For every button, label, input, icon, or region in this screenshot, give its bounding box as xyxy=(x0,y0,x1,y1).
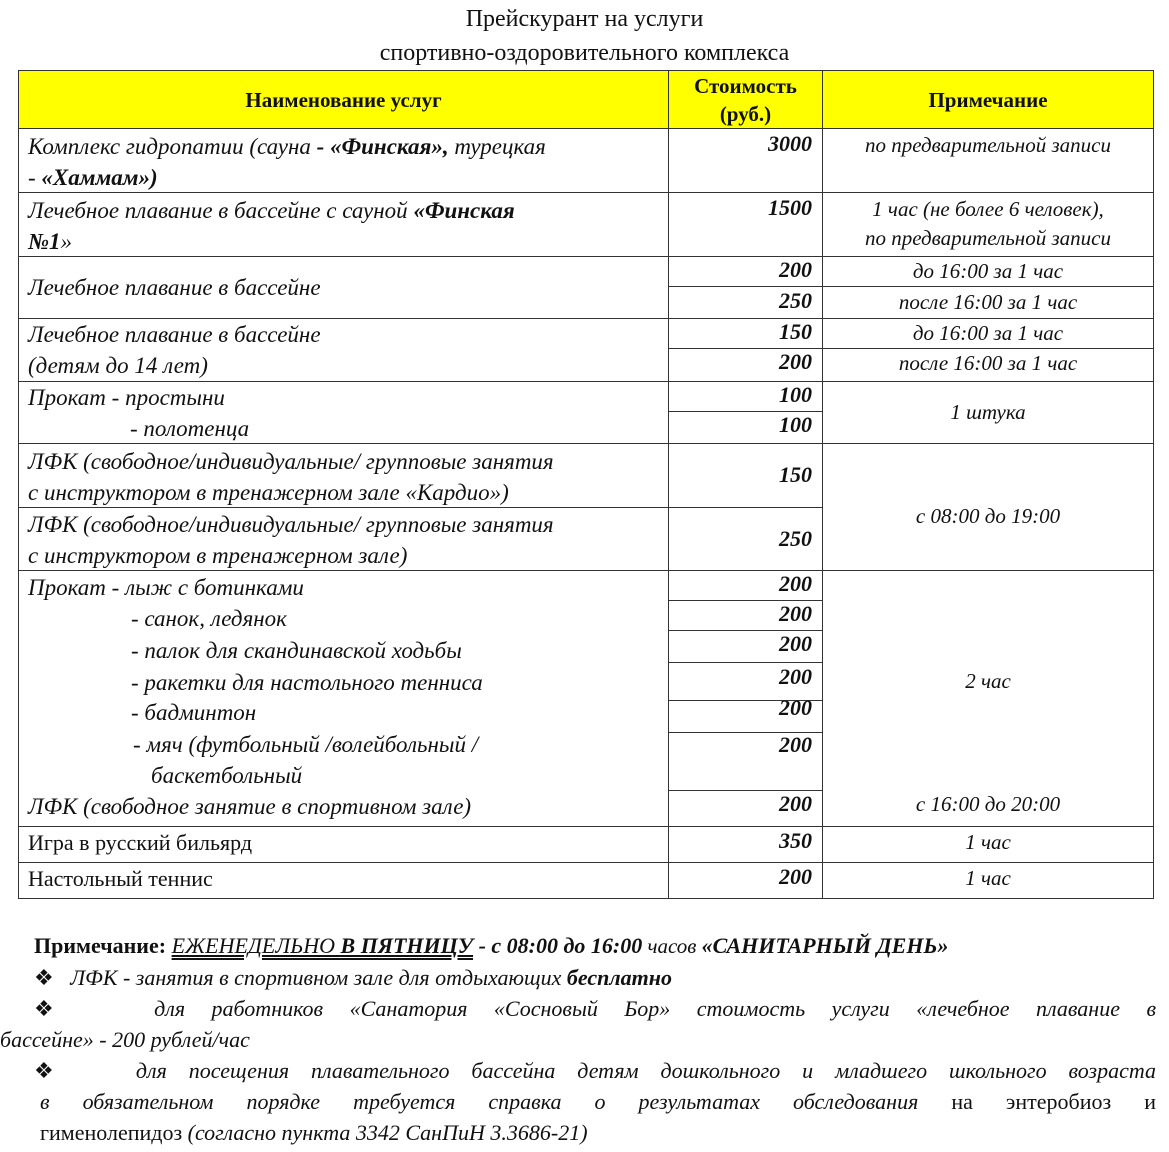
service-note: 1 час xyxy=(965,866,1011,890)
bullet-diamond-icon: ❖ xyxy=(34,996,75,1021)
title-line-2: спортивно-оздоровительного комплекса xyxy=(379,40,790,66)
sanitary-day-note: Примечание: ЕЖЕНЕДЕЛЬНО В ПЯТНИЦУ - с 08:00 до 16:00 часов «САНИТАРНЫЙ ДЕНЬ» xyxy=(34,933,949,958)
service-note: 1 час (не более 6 человек), по предварительной записи xyxy=(864,197,1111,250)
service-name: Лечебное плавание в бассейне с сауной «Финская №1» xyxy=(28,198,515,254)
footer-notes xyxy=(0,930,1157,1148)
service-name: ЛФК (свободное/индивидуальные/ групповые занятия с инструктором в тренажерном зале «Кардио») xyxy=(28,449,554,505)
service-price: 1500 xyxy=(768,195,812,220)
service-name: - санок, ледянок xyxy=(131,606,287,631)
service-name: - палок для скандинавской ходьбы xyxy=(131,638,462,663)
service-price: 200 xyxy=(779,732,812,757)
service-price: 3000 xyxy=(768,131,812,156)
bullet-note-cont: бассейне» - 200 рублей/час xyxy=(0,1027,250,1052)
service-name: ЛФК (свободное занятие в спортивном зале) xyxy=(28,794,472,819)
bullet-note: ❖ для работников «Санатория «Сосновый Бор» стоимость услуги «лечебное плавание в бассейне» - 200 рублей/час xyxy=(34,993,1156,1055)
cell xyxy=(822,570,1154,827)
service-note: после 16:00 за 1 час xyxy=(898,290,1078,314)
service-note: до 16:00 за 1 час xyxy=(912,321,1064,345)
service-price: 200 xyxy=(779,349,812,374)
bullet-diamond-icon: ❖ xyxy=(34,965,54,990)
service-price: 100 xyxy=(779,412,812,437)
service-note: 1 час xyxy=(965,830,1011,854)
service-note: после 16:00 за 1 час xyxy=(898,351,1078,375)
service-name: Лечебное плавание в бассейне (детям до 14 лет) xyxy=(28,322,321,378)
header-note-text: Примечание xyxy=(928,87,1048,112)
service-note: с 08:00 до 19:00 xyxy=(915,504,1061,528)
service-price: 200 xyxy=(779,664,812,689)
service-price: 150 xyxy=(779,462,812,487)
service-name: - мяч (футбольный /волейбольный / баскетбольный xyxy=(133,732,479,788)
bullet-diamond-icon: ❖ xyxy=(34,1058,71,1083)
service-name: - ракетки для настольного тенниса xyxy=(131,670,483,695)
bullet-note: ❖ ЛФК - занятия в спортивном зале для отдыхающих бесплатно xyxy=(34,965,672,990)
service-price: 200 xyxy=(779,695,812,720)
service-name: Лечебное плавание в бассейне xyxy=(28,275,321,300)
service-note: с 16:00 до 20:00 xyxy=(915,792,1061,816)
service-name: Прокат - лыж с ботинками xyxy=(28,575,304,600)
service-name: - бадминтон xyxy=(131,700,257,725)
service-name: Прокат - простыни - полотенца xyxy=(28,385,250,441)
service-note: по предварительной записи xyxy=(864,133,1111,157)
header-note xyxy=(822,70,1154,129)
service-price: 100 xyxy=(779,382,812,407)
bullet-note: ❖ для посещения плавательного бассейна детям дошкольного и младшего школьного возраста в обязательном порядке требуется справка о результатах обследования на энтеробиоз и гименолепидоз (согласно пункта 3342 СанПиН 3.3686-21) xyxy=(34,1058,1157,1145)
service-price: 150 xyxy=(779,319,812,344)
service-price: 250 xyxy=(779,288,812,313)
service-price: 250 xyxy=(779,526,812,551)
header-name-text: Наименование услуг xyxy=(245,87,442,112)
service-price: 200 xyxy=(779,791,812,816)
service-price: 200 xyxy=(779,571,812,596)
service-note: 2 час xyxy=(965,669,1011,693)
service-name: ЛФК (свободное/индивидуальные/ групповые занятия с инструктором в тренажерном зале) xyxy=(28,512,554,568)
service-price: 200 xyxy=(779,631,812,656)
service-price: 350 xyxy=(779,828,812,853)
header-price-l1: Стоимость xyxy=(694,73,797,98)
service-price: 200 xyxy=(779,257,812,282)
header-price xyxy=(668,70,823,129)
service-name: Настольный теннис xyxy=(28,866,213,891)
service-name: Игра в русский бильярд xyxy=(28,830,253,855)
service-price: 200 xyxy=(779,601,812,626)
service-price: 200 xyxy=(779,864,812,889)
header-name xyxy=(18,70,669,129)
header-price-l2: (руб.) xyxy=(719,101,772,126)
title-line-1: Прейскурант на услуги xyxy=(465,6,704,32)
service-note: до 16:00 за 1 час xyxy=(912,259,1064,283)
service-name: Комплекс гидропатии (сауна - «Финская», турецкая - «Хаммам») xyxy=(28,134,546,190)
service-note: 1 штука xyxy=(950,400,1026,424)
